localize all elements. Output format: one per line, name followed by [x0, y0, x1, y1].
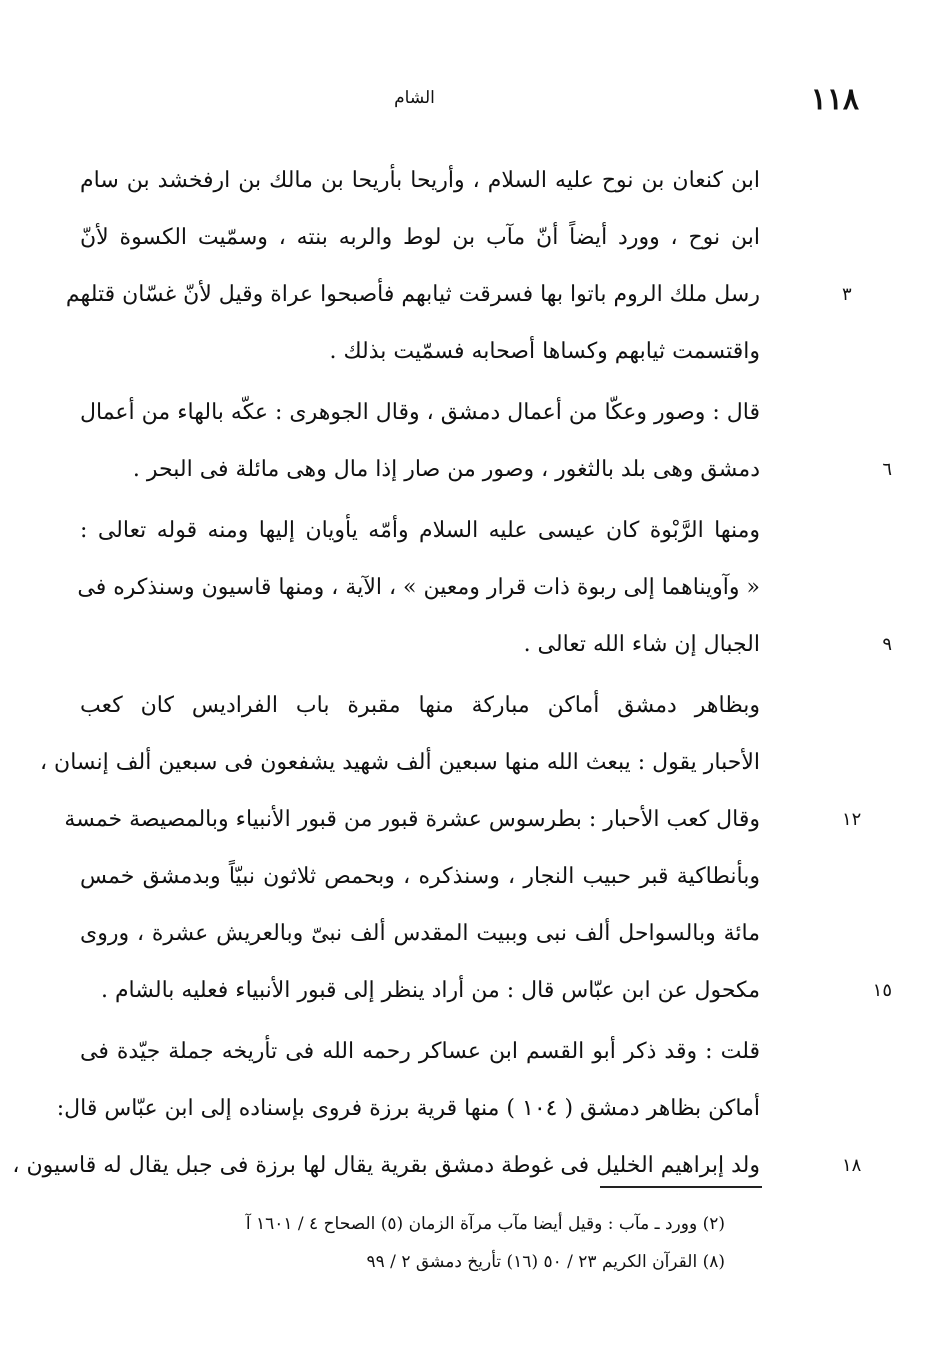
page-header — [80, 82, 859, 122]
text-line: الجبال إن شاء الله تعالى . ٩ — [80, 616, 760, 673]
text-line: أماكن بظاهر دمشق ( ١٠٤ ) منها قرية برزة فروى بإسناده إلى ابن عبّاس قال: — [56, 1096, 760, 1121]
main-text — [12, 152, 892, 1194]
text-line: وبأنطاكية قبر حبيب النجار ، وسنذكره ، وبحمص ثلاثون نبيّاً وبدمشق خمس — [80, 864, 760, 889]
running-head: الشام — [394, 88, 435, 108]
page-number: ١١٨ — [810, 82, 859, 117]
line-number: ١٢ — [842, 809, 862, 830]
text-line: مائة وبالسواحل ألف نبى وببيت المقدس ألف نبىّ وبالعريش عشرة ، وروى — [80, 921, 760, 946]
text-line: قلت : وقد ذكر أبو القسم ابن عساكر رحمه الله فى تأريخه جملة جيّدة فى — [80, 1039, 760, 1064]
line-number: ٩ — [882, 634, 892, 655]
text-line: مكحول عن ابن عبّاس قال : من أراد ينظر إلى قبور الأنبياء فعليه بالشام . ١٥ — [80, 962, 760, 1019]
footnote-divider — [600, 1186, 762, 1188]
text-line: ومنها الرَّبْوة كان عيسى عليه السلام وأمّه يأويان إليها ومنه قوله تعالى : — [80, 518, 760, 543]
footnotes — [110, 1205, 725, 1281]
line-number: ١٥ — [872, 980, 892, 1001]
text-line: وقال كعب الأحبار : بطرسوس عشرة قبور من قبور الأنبياء وبالمصيصة خمسة ١٢ — [80, 791, 760, 848]
text-line: دمشق وهى بلد بالثغور ، وصور من صار إذا مال وهى مائلة فى البحر . ٦ — [80, 441, 760, 498]
line-number: ٦ — [882, 459, 892, 480]
text-line: رسل ملك الروم باتوا بها فسرقت ثيابهم فأصبحوا عراة وقيل لأنّ غسّان قتلهم ٣ — [80, 266, 760, 323]
line-number: ١٨ — [842, 1155, 862, 1176]
text-line: ابن نوح ، وورد أيضاً أنّ مآب بن لوط والربه بنته ، وسمّيت الكسوة لأنّ — [80, 225, 760, 250]
text-line: « وآويناهما إلى ربوة ذات قرار ومعين » ، الآية ، ومنها قاسيون وسنذكره فى — [77, 575, 760, 600]
text-line: الأحبار يقول : يبعث الله منها سبعين ألف شهيد يشفعون فى سبعين ألف إنسان ، — [39, 750, 760, 775]
line-number: ٣ — [842, 284, 852, 305]
footnote-line: (٨) القرآن الكريم ٢٣ / ٥٠ (١٦) تأريخ دمشق ٢ / ٩٩ — [366, 1252, 725, 1272]
text-line: ابن كنعان بن نوح عليه السلام ، وأريحا بأريحا بن مالك بن ارفخشد بن سام — [80, 168, 760, 193]
footnote-line: (٢) وورد ـ مآب : وقيل أيضا مآب مرآة الزمان (٥) الصحاح ٤ / ١٦٠١ آ — [245, 1214, 725, 1234]
text-line: وبظاهر دمشق أماكن مباركة منها مقبرة باب الفراديس كان كعب — [80, 693, 760, 718]
text-line: واقتسمت ثيابهم وكساها أصحابه فسمّيت بذلك . — [329, 339, 760, 364]
text-line: قال : وصور وعكّا من أعمال دمشق ، وقال الجوهرى : عكّه بالهاء من أعمال — [80, 400, 760, 425]
text-line: ولد إبراهيم الخليل فى غوطة دمشق بقرية يقال لها برزة فى جبل يقال له قاسيون ، ١٨ — [80, 1137, 760, 1194]
